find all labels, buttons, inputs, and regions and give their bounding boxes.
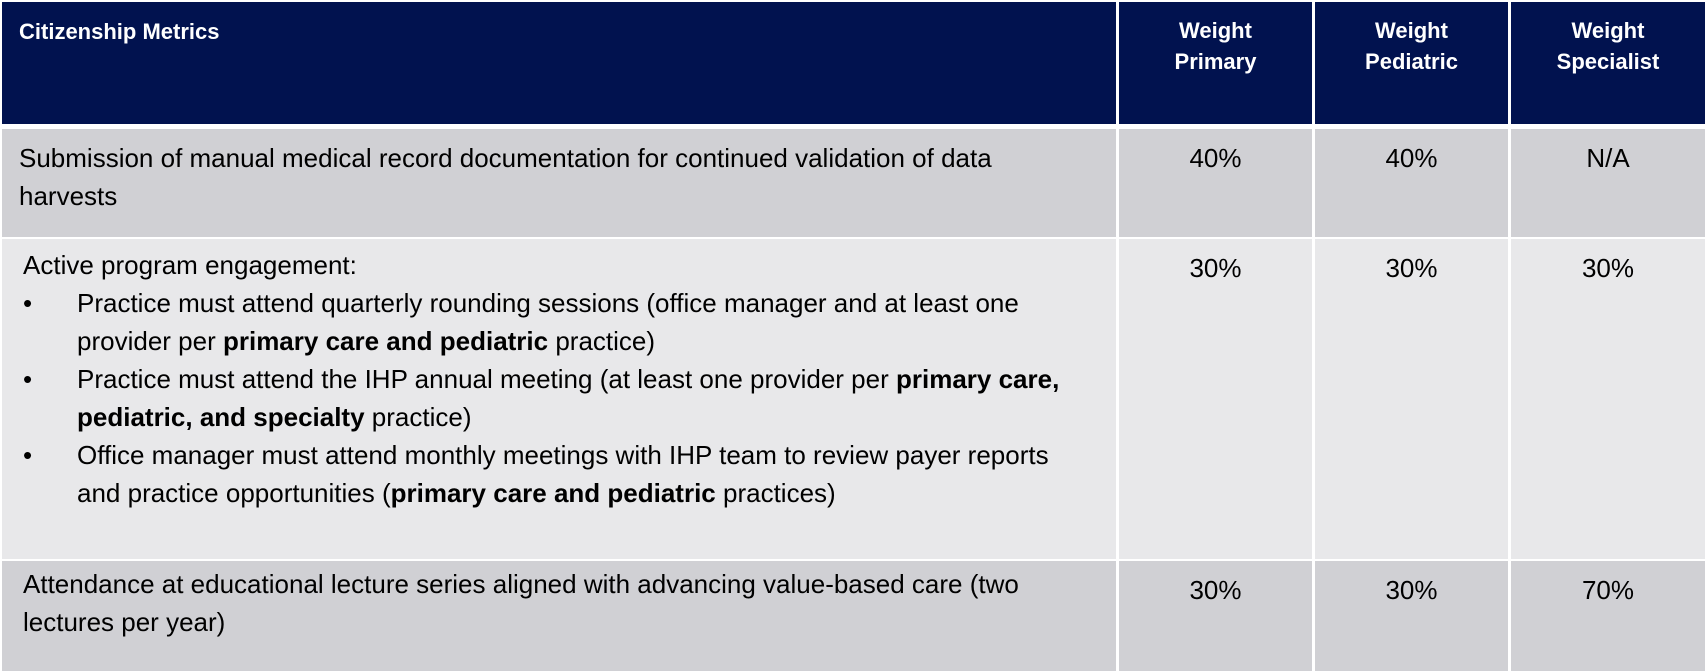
row3-weight-primary: 30% [1119,561,1312,671]
row1-weight-specialist: N/A [1511,129,1705,237]
row1-weight-pediatric: 40% [1315,129,1508,237]
list-item [2,284,1116,360]
header-weight-specialist [1511,2,1705,124]
header-citizenship-metrics [2,2,1116,124]
row3-weight-specialist: 70% [1511,561,1705,671]
bullet-text-after: practice) [548,326,656,356]
header-weight-pediatric-label: Weight Pediatric [1365,18,1458,74]
engagement-bullet-list [2,284,1116,512]
bullet-icon: • [23,288,33,318]
header-weight-primary [1119,2,1312,124]
bullet-text-after: practices) [715,478,836,508]
bullet-icon: • [23,364,33,394]
row1-weight-primary: 40% [1119,129,1312,237]
metric-intro: Active program engagement: [23,250,357,280]
row3-weight-pediatric: 30% [1315,561,1508,671]
bullet-text-bold: primary care, pediatric, and specialty [77,364,1060,432]
table-row-metric-lectures [2,561,1116,671]
header-weight-primary-label: Weight Primary [1174,18,1257,74]
bullet-icon: • [23,440,33,470]
list-item [2,436,1116,512]
list-item [2,360,1116,436]
row2-weight-pediatric: 30% [1315,239,1508,559]
bullet-text-before: Office manager must attend monthly meetings with IHP team to review payer reports and practice opportunities ( [77,440,1049,508]
bullet-text-after: practice) [364,402,472,432]
header-metrics-label: Citizenship Metrics [19,19,220,44]
table-row-metric-submission [2,129,1116,237]
bullet-text-before: Practice must attend the IHP annual meeting (at least one provider per [77,364,896,394]
row2-weight-specialist: 30% [1511,239,1705,559]
bullet-text-bold: primary care and pediatric [390,478,716,508]
bullet-text-bold: primary care and pediatric [222,326,549,356]
header-weight-pediatric [1315,2,1508,124]
header-weight-specialist-label: Weight Specialist [1556,18,1660,74]
table-row-metric-engagement [2,239,1116,559]
row2-weight-primary: 30% [1119,239,1312,559]
metric-text: Submission of manual medical record documentation for continued validation of data harvests [19,143,992,211]
metric-text: Attendance at educational lecture series aligned with advancing value-based care (two lectures per year) [23,569,1019,637]
bullet-text-before: Practice must attend quarterly rounding sessions (office manager and at least one provider per [77,288,1019,356]
